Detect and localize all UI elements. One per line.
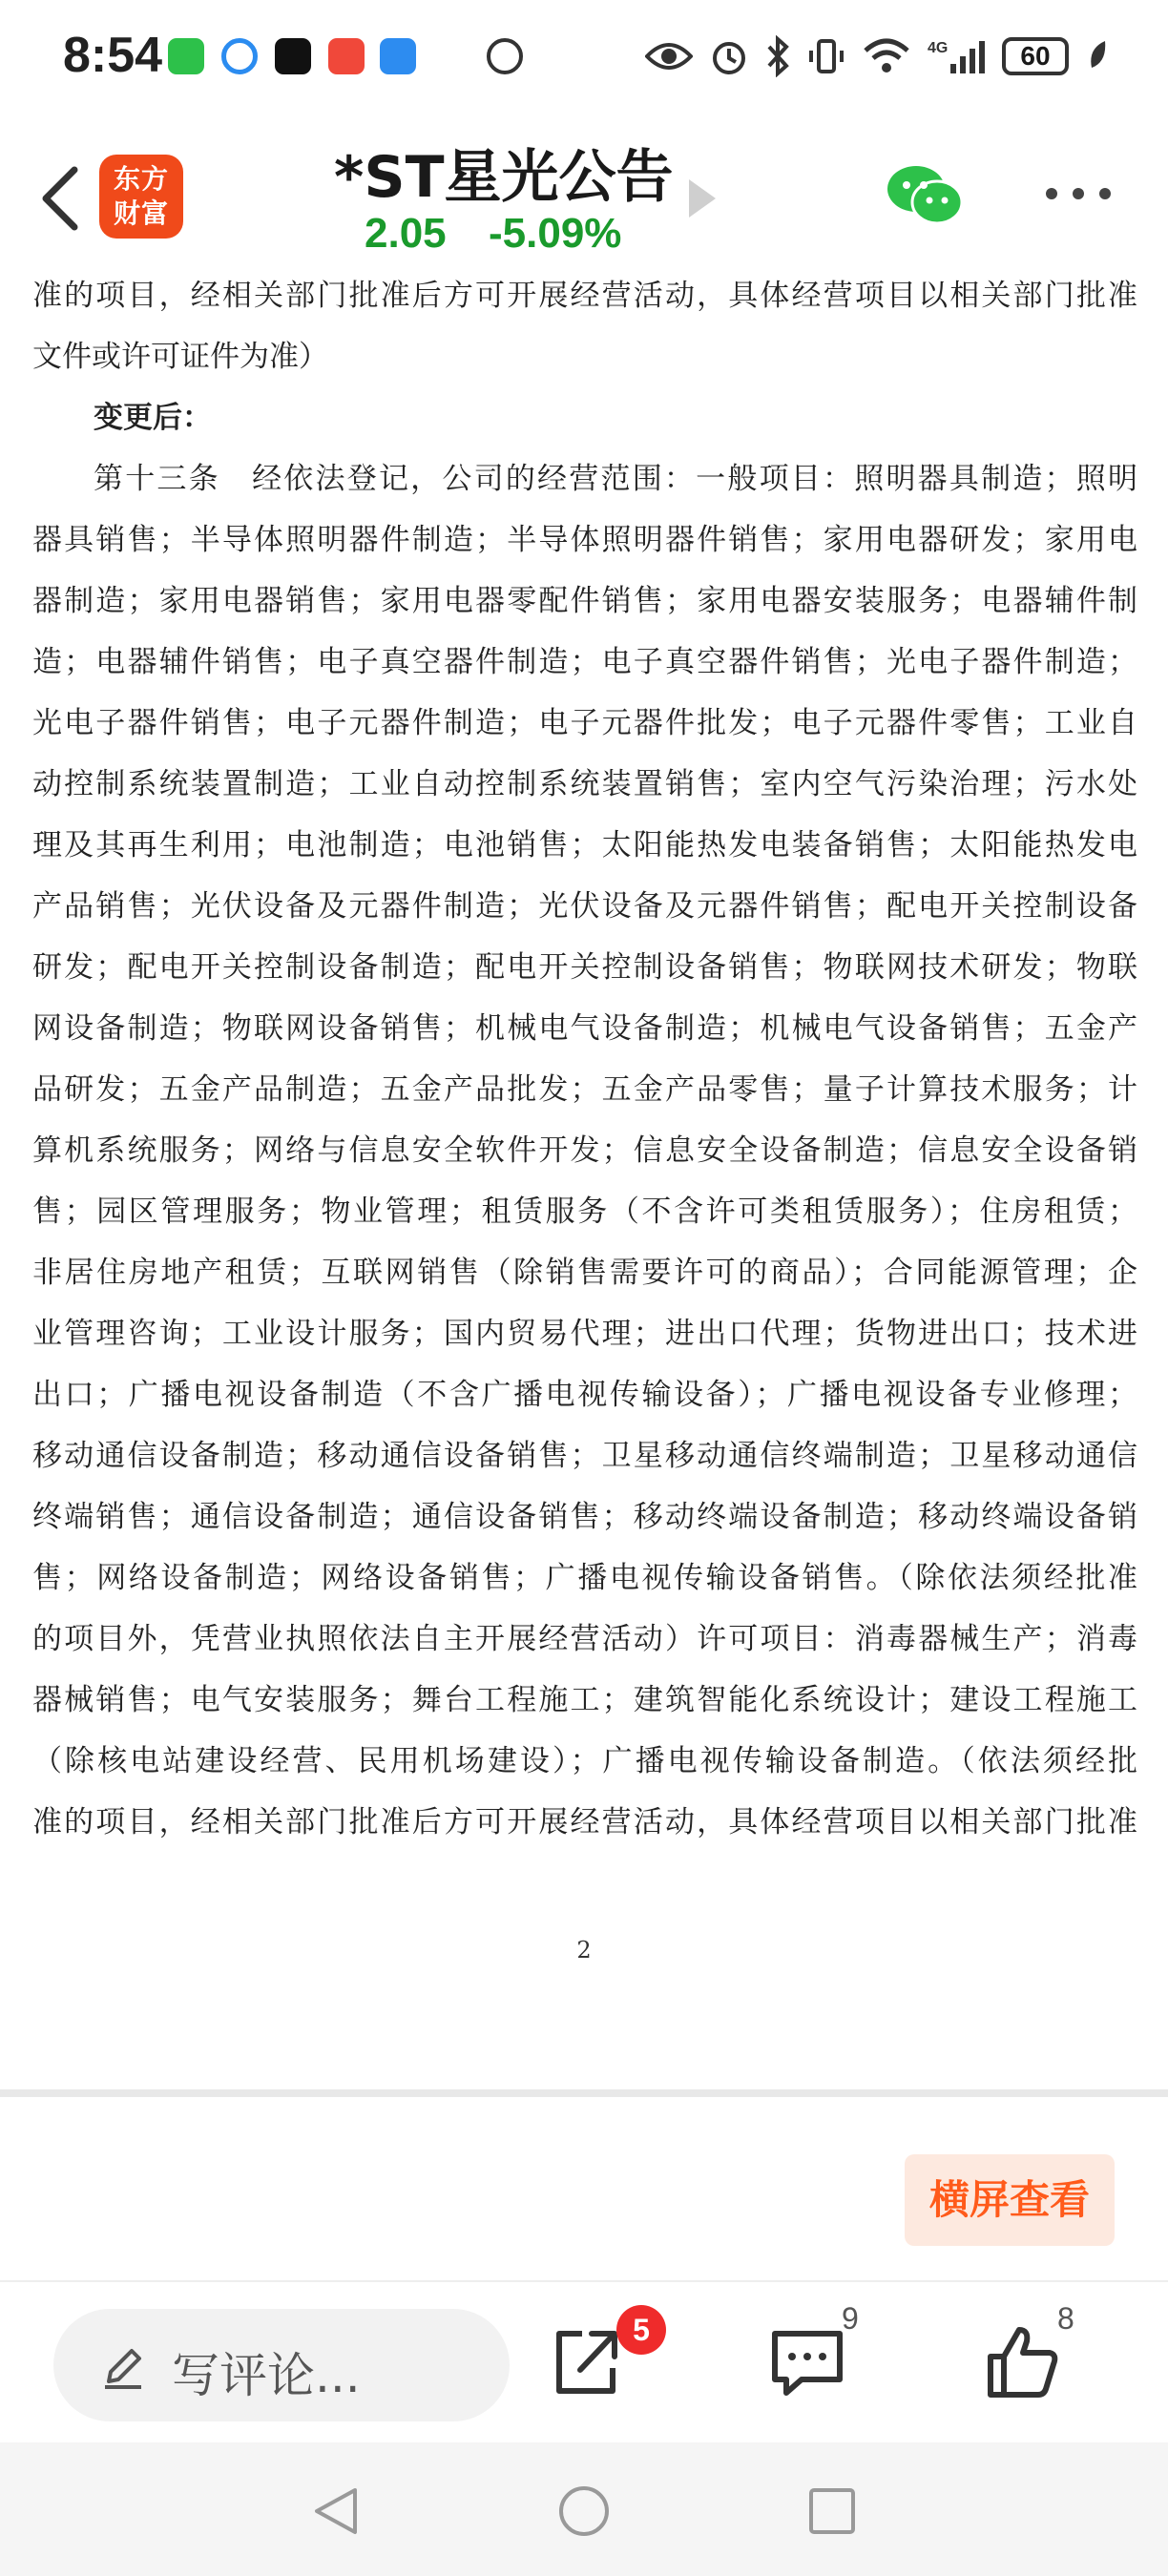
bluetooth-icon — [765, 35, 790, 77]
nav-back-icon[interactable] — [311, 2484, 361, 2538]
svg-text:4G: 4G — [928, 40, 949, 56]
document-line: 终端销售；通信设备制造；通信设备销售；移动终端设备制造；移动终端设备销 — [32, 1500, 1137, 1534]
document-line: 研发；配电开关控制设备制造；配电开关控制设备销售；物联网技术研发；物联 — [32, 950, 1137, 985]
status-time: 8:54 — [63, 28, 163, 83]
announcement-document — [32, 265, 1137, 1853]
like-count: 8 — [1057, 2301, 1074, 2336]
stock-change-percent: -5.09% — [489, 210, 622, 257]
nav-recents-icon[interactable] — [807, 2486, 857, 2536]
eye-icon — [645, 39, 693, 73]
document-line: 算机系统服务；网络与信息安全软件开发；信息安全设备制造；信息安全设备销 — [32, 1133, 1137, 1168]
system-nav-bar — [0, 2442, 1168, 2576]
document-line: 文件或许可证件为准） — [32, 340, 328, 374]
document-line: 产品销售；光伏设备及元器件制造；光伏设备及元器件销售；配电开关控制设备 — [32, 889, 1137, 924]
wechat-share-icon[interactable] — [886, 160, 964, 229]
nfc-icon — [487, 38, 523, 74]
leaf-icon — [1086, 37, 1111, 75]
weather-notification-icon — [380, 38, 416, 74]
app-notification-icon — [328, 38, 365, 74]
stock-price: 2.05 — [365, 210, 447, 257]
vibrate-icon — [807, 37, 845, 75]
status-bar — [0, 0, 1168, 114]
document-line: 售；园区管理服务；物业管理；租赁服务（不含许可类租赁服务）；住房租赁； — [32, 1195, 1137, 1229]
document-line: （除核电站建设经营、民用机场建设）；广播电视传输设备制造。（依法须经批 — [32, 1744, 1137, 1778]
document-line: 移动通信设备制造；移动通信设备销售；卫星移动通信终端制造；卫星移动通信 — [32, 1439, 1137, 1473]
wifi-icon — [863, 37, 910, 75]
nav-home-icon[interactable] — [557, 2484, 611, 2538]
share-icon[interactable] — [546, 2322, 626, 2402]
bottom-action-bar — [0, 2280, 1168, 2444]
write-comment-input[interactable] — [53, 2309, 510, 2421]
document-line: 器具销售；半导体照明器件制造；半导体照明器件销售；家用电器研发；家用电 — [32, 523, 1137, 557]
document-line: 器制造；家用电器销售；家用电器零配件销售；家用电器安装服务；电器辅件制 — [32, 584, 1137, 618]
tiktok-notification-icon — [275, 38, 311, 74]
status-icons — [645, 32, 1111, 80]
browser-notification-icon — [221, 38, 258, 74]
document-line: 光电子器件销售；电子元器件制造；电子元器件批发；电子元器件零售；工业自 — [32, 706, 1137, 740]
signal-icon — [928, 37, 985, 75]
eastmoney-logo: 东方 财富 — [99, 155, 183, 239]
document-line: 理及其再生利用；电池制造；电池销售；太阳能热发电装备销售；太阳能热发电 — [32, 828, 1137, 862]
back-arrow-icon[interactable] — [29, 160, 95, 237]
document-line: 业管理咨询；工业设计服务；国内贸易代理；进出口代理；货物进出口；技术进 — [32, 1317, 1137, 1351]
document-line: 品研发；五金产品制造；五金产品批发；五金产品零售；量子计算技术服务；计 — [32, 1072, 1137, 1107]
battery-indicator: 60 — [1002, 37, 1069, 75]
landscape-view-button[interactable]: 横屏查看 — [905, 2154, 1115, 2246]
section-divider — [0, 2089, 1168, 2097]
document-line: 第十三条 经依法登记，公司的经营范围：一般项目：照明器具制造；照明 — [94, 462, 1137, 496]
document-line: 造；电器辅件销售；电子真空器件制造；电子真空器件销售；光电子器件制造； — [32, 645, 1137, 679]
page-title: *ST星光公告 — [334, 144, 674, 211]
share-badge: 5 — [616, 2305, 666, 2355]
document-line: 出口；广播电视设备制造（不含广播电视传输设备）；广播电视设备专业修理； — [32, 1378, 1137, 1412]
play-triangle-icon[interactable] — [689, 179, 716, 218]
more-options-icon[interactable] — [1040, 179, 1116, 208]
comment-placeholder: 写评论... — [172, 2348, 361, 2403]
pencil-icon — [99, 2343, 147, 2391]
alarm-icon — [710, 35, 748, 77]
thumbs-up-icon[interactable] — [983, 2322, 1063, 2402]
document-line: 动控制系统装置制造；工业自动控制系统装置销售；室内空气污染治理；污水处 — [32, 767, 1137, 801]
document-line: 准的项目，经相关部门批准后方可开展经营活动，具体经营项目以相关部门批准 — [32, 279, 1137, 313]
document-line: 准的项目，经相关部门批准后方可开展经营活动，具体经营项目以相关部门批准 — [32, 1805, 1137, 1839]
document-line: 器械销售；电气安装服务；舞台工程施工；建筑智能化系统设计；建设工程施工 — [32, 1683, 1137, 1717]
document-line: 的项目外，凭营业执照依法自主开展经营活动）许可项目：消毒器械生产；消毒 — [32, 1622, 1137, 1656]
comment-count: 9 — [842, 2301, 859, 2336]
page-number: 2 — [576, 1937, 592, 1963]
document-line: 非居住房地产租赁；互联网销售（除销售需要许可的商品）；合同能源管理；企 — [32, 1256, 1137, 1290]
document-line: 网设备制造；物联网设备销售；机械电气设备制造；机械电气设备销售；五金产 — [32, 1011, 1137, 1046]
wechat-notification-icon — [168, 38, 204, 74]
section-heading: 变更后： — [94, 401, 212, 435]
document-line: 售；网络设备制造；网络设备销售；广播电视传输设备销售。（除依法须经批准 — [32, 1561, 1137, 1595]
comment-bubble-icon[interactable] — [767, 2322, 847, 2402]
app-header — [0, 122, 1168, 275]
